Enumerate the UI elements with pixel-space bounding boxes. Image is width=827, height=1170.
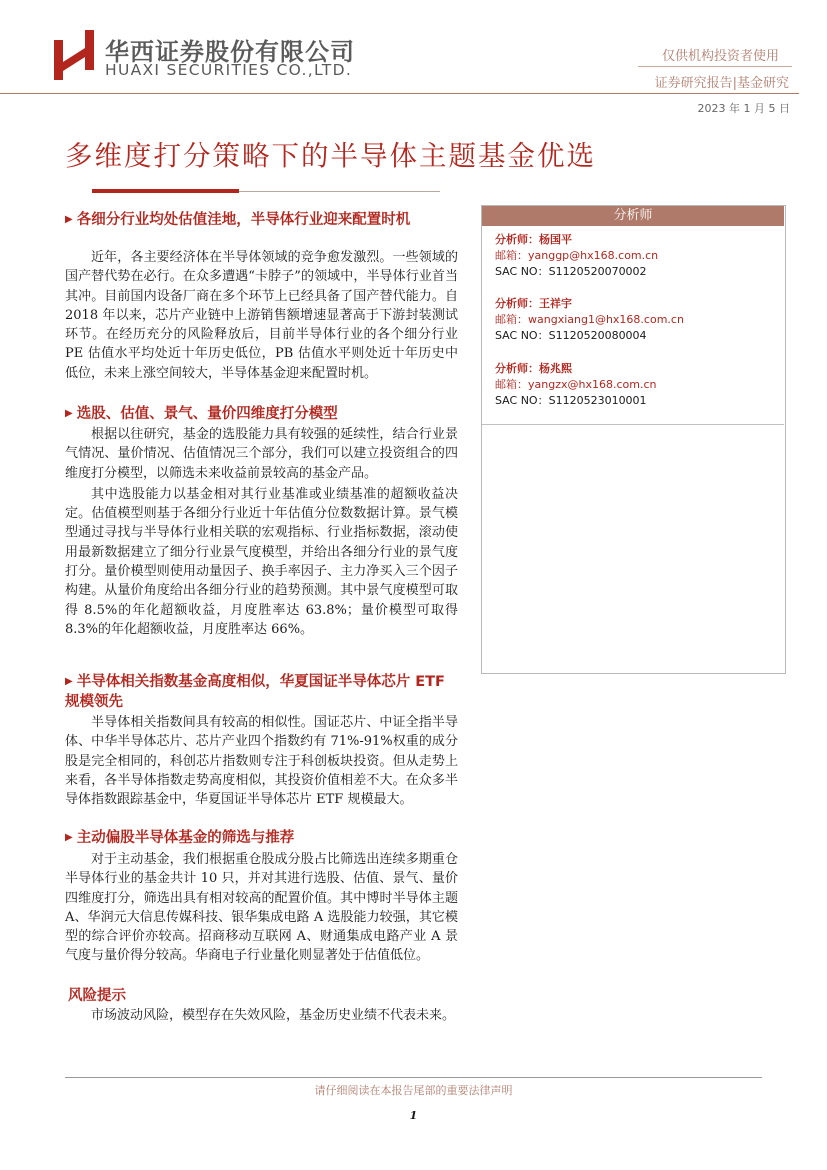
- email-label: 邮箱：: [495, 378, 528, 391]
- analyst-name-line: [495, 296, 572, 311]
- analyst-email[interactable]: yangzx@hx168.com.cn: [528, 378, 657, 391]
- analyst-email[interactable]: yanggp@hx168.com.cn: [528, 249, 659, 262]
- audience-note: 仅供机构投资者使用: [661, 49, 779, 64]
- report-category: 证券研究报告|基金研究: [654, 76, 789, 91]
- title-underline-accent: [92, 189, 239, 193]
- sac-label: SAC NO：: [495, 329, 549, 342]
- analyst-panel-header: 分析师: [482, 206, 784, 226]
- analyst-name: 杨国平: [539, 233, 572, 246]
- analyst-name: 王祥宇: [539, 297, 572, 310]
- report-date: 2023 年 1 月 5 日: [697, 102, 790, 115]
- paragraph: 根据以往研究，基金的选股能力具有较强的延续性，结合行业景气情况、量价情况、估值情况三个部分，我们可以建立投资组合的四维度打分模型，以筛选未来收益前景较高的基金产品。: [65, 427, 458, 481]
- page-number: 1: [409, 1109, 418, 1122]
- paragraph: 市场波动风险，模型存在失效风险，基金历史业绩不代表未来。: [91, 1008, 456, 1023]
- analyst-name-label: 分析师：: [495, 297, 539, 310]
- header-divider-short: [638, 66, 792, 67]
- paragraph: 其中选股能力以基金相对其行业基准或业绩基准的超额收益决定。估值模型则基于各细分行业近十年估值分位数数据计算。景气模型通过寻找与半导体行业相关联的宏观指标、行业指标数据，滚动使用最新数据建立了细分行业景气度模型，并给出各细分行业的景气度打分。量价模型则使用动量因子、换手率因子、主力净买入三个因子构建。从量价角度给出各细分行业的趋势预测。其中景气度模型可取得 8.5%的年化超额收益，月度胜率达 63.8%；量价模型可取得 8.3%的年化超额收益，月度胜率达 66%。: [65, 486, 458, 637]
- legal-disclaimer-note: 请仔细阅读在本报告尾部的重要法律声明: [314, 1084, 513, 1097]
- paragraph: 近年，各主要经济体在半导体领域的竞争愈发激烈。一些领域的国产替代势在必行。在众多遭遇“卡脖子”的领域中，半导体行业首当其冲。目前国内设备厂商在多个环节上已经具备了国产替代能力。自 2018 年以来，芯片产业链中上游销售额增速显著高于下游封装测试环节。在经历充分的风险释放后，目前半导体行业的各个细分行业 PE 估值水平均处近十年历史低位，PB 估值水平则处近十年历史中低位，未来上涨空间较大，半导体基金迎来配置时机。: [65, 250, 458, 381]
- analyst-name: 杨兆熙: [539, 362, 572, 375]
- huaxi-logo-icon: [54, 30, 94, 80]
- company-name-en: HUAXI SECURITIES CO.,LTD.: [105, 61, 353, 79]
- section-body-valuation: [65, 248, 458, 383]
- analyst-sac-line: [495, 264, 647, 279]
- section-heading-active-funds: ▶ 主动偏股半导体基金的筛选与推荐: [65, 830, 295, 846]
- triangle-bullet-icon: ▶: [65, 676, 73, 687]
- section-heading-model: ▶ 选股、估值、景气、量价四维度打分模型: [65, 406, 338, 422]
- footer-divider: [65, 1077, 762, 1078]
- risk-heading: 风险提示: [68, 988, 126, 1004]
- section-heading-valuation: ▶ 各细分行业均处估值洼地，半导体行业迎来配置时机: [65, 212, 411, 228]
- triangle-bullet-icon: ▶: [65, 214, 73, 225]
- analyst-sac-line: [495, 328, 647, 343]
- analyst-email-line: [495, 377, 656, 392]
- analyst-panel-divider: [482, 424, 784, 425]
- analyst-sac: S1120520080004: [548, 329, 647, 342]
- section-heading-index-funds: ▶ 半导体相关指数基金高度相似，华夏国证半导体芯片 ETF 规模领先: [65, 674, 445, 710]
- triangle-bullet-icon: ▶: [65, 832, 73, 843]
- analyst-name-line: [495, 361, 572, 376]
- sac-label: SAC NO：: [495, 394, 549, 407]
- analyst-name-label: 分析师：: [495, 233, 539, 246]
- risk-body: [65, 1006, 458, 1025]
- section-body-index-funds: [65, 713, 458, 809]
- report-title: 多维度打分策略下的半导体主题基金优选: [65, 140, 596, 172]
- analyst-email[interactable]: wangxiang1@hx168.com.cn: [528, 313, 684, 326]
- analyst-sac-line: [495, 393, 647, 408]
- section-body-model: [65, 425, 458, 639]
- email-label: 邮箱：: [495, 249, 528, 262]
- email-label: 邮箱：: [495, 313, 528, 326]
- sac-label: SAC NO：: [495, 265, 549, 278]
- paragraph: 半导体相关指数间具有较高的相似性。国证芯片、中证全指半导体、中华半导体芯片、芯片产业四个指数约有 71%-91%权重的成分股是完全相同的，科创芯片指数则专注于科创板块投资。但从走势上来看，各半导体指数走势高度相似，其投资价值相差不大。在众多半导体指数跟踪基金中，华夏国证半导体芯片 ETF 规模最大。: [65, 715, 458, 808]
- analyst-email-line: [495, 248, 658, 263]
- analyst-sac: S1120520070002: [548, 265, 647, 278]
- triangle-bullet-icon: ▶: [65, 408, 73, 419]
- analyst-name-line: [495, 232, 572, 247]
- header-divider: [0, 93, 799, 94]
- analyst-name-label: 分析师：: [495, 362, 539, 375]
- analyst-email-line: [495, 312, 684, 327]
- company-name-cn: 华西证券股份有限公司: [105, 38, 355, 66]
- analyst-sac: S1120523010001: [548, 394, 647, 407]
- paragraph: 对于主动基金，我们根据重仓股成分股占比筛选出连续多期重仓半导体行业的基金共计 10 只，并对其进行选股、估值、景气、量价四维度打分，筛选出具有相对较高的配置价值。其中博时半导体主题 A、华润元大信息传媒科技、银华集成电路 A 选股能力较强，其它模型的综合评价亦较高。招商移动互联网 A、财通集成电路产业 A 景气度与量价得分较高。华商电子行业量化则显著处于估值低位。: [65, 852, 458, 964]
- section-body-active-funds: [65, 850, 458, 966]
- title-underline: [239, 191, 440, 192]
